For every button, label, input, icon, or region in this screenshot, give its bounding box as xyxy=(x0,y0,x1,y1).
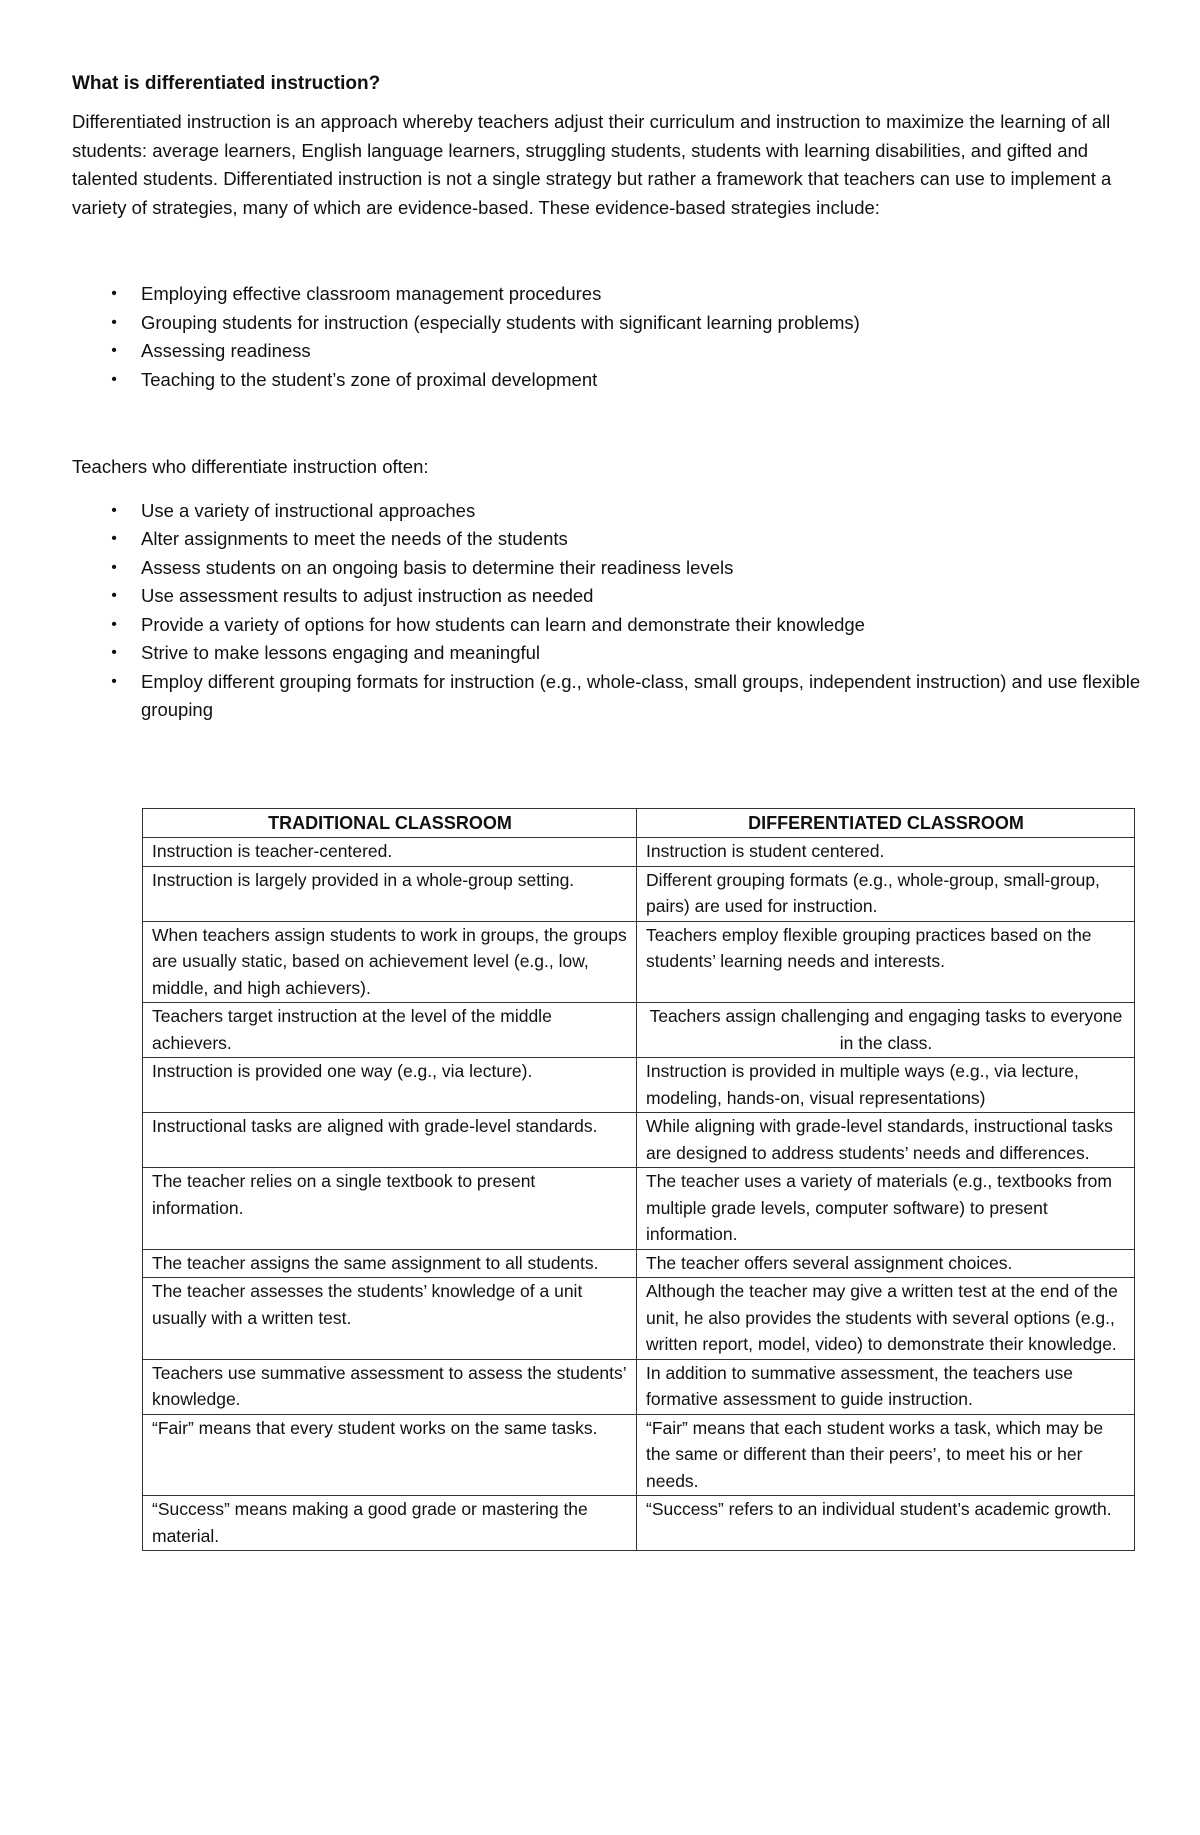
bullet-icon: • xyxy=(111,558,117,576)
bullet-icon: • xyxy=(111,370,117,388)
table-cell: Teachers target instruction at the level of the middle achievers. xyxy=(143,1003,637,1058)
table-cell: While aligning with grade-level standards, instructional tasks are designed to address students’ needs and differences. xyxy=(637,1113,1135,1168)
table-cell: Instruction is provided one way (e.g., via lecture). xyxy=(143,1058,637,1113)
table-cell: Instruction is student centered. xyxy=(637,838,1135,867)
bullet-icon: • xyxy=(111,501,117,519)
teachers-lead-paragraph: Teachers who differentiate instruction often: xyxy=(72,456,429,477)
bullet-icon: • xyxy=(111,587,117,604)
list-item: • Employ different grouping formats for instruction (e.g., whole-class, small groups, independent instruction) and use flexible grouping xyxy=(72,668,1141,725)
table-cell: Teachers assign challenging and engaging tasks to everyone in the class. xyxy=(637,1003,1135,1058)
table-cell: Although the teacher may give a written test at the end of the unit, he also provides the students with several options (e.g., written report, model, video) to demonstrate their knowledge. xyxy=(637,1278,1135,1360)
comparison-table xyxy=(142,808,1135,1551)
table-row xyxy=(143,1168,1135,1250)
table-cell: Teachers employ flexible grouping practices based on the students’ learning needs and interests. xyxy=(637,921,1135,1003)
list-item: • Assess students on an ongoing basis to determine their readiness levels xyxy=(72,554,1141,583)
bullet-icon: • xyxy=(111,313,117,331)
list-item: • Use assessment results to adjust instruction as needed xyxy=(72,582,1141,611)
table-cell: Teachers use summative assessment to assess the students’ knowledge. xyxy=(143,1359,637,1414)
table-cell: “Success” refers to an individual student’s academic growth. xyxy=(637,1496,1135,1551)
list-item: • Grouping students for instruction (especially students with significant learning problems) xyxy=(72,309,1141,338)
table-cell: Instruction is largely provided in a whole-group setting. xyxy=(143,866,637,921)
list-item: • Alter assignments to meet the needs of the students xyxy=(72,525,1141,554)
table-row xyxy=(143,921,1135,1003)
table-row xyxy=(143,1359,1135,1414)
list-item: • Strive to make lessons engaging and meaningful xyxy=(72,639,1141,668)
column-header-differentiated: DIFFERENTIATED CLASSROOM xyxy=(637,809,1135,838)
table-row xyxy=(143,1496,1135,1551)
bullet-icon: • xyxy=(111,615,117,633)
table-cell: The teacher assigns the same assignment to all students. xyxy=(143,1249,637,1278)
table-cell: Instruction is provided in multiple ways (e.g., via lecture, modeling, hands-on, visual representations) xyxy=(637,1058,1135,1113)
table-cell: “Fair” means that each student works a task, which may be the same or different than their peers’, to meet his or her needs. xyxy=(637,1414,1135,1496)
bullet-icon: • xyxy=(111,530,117,547)
document-body xyxy=(72,70,1141,725)
table-cell: Different grouping formats (e.g., whole-group, small-group, pairs) are used for instruction. xyxy=(637,866,1135,921)
table-row xyxy=(143,1249,1135,1278)
strategies-list xyxy=(72,280,1132,394)
table-cell: The teacher uses a variety of materials (e.g., textbooks from multiple grade levels, computer software) to present information. xyxy=(637,1168,1135,1250)
table-row xyxy=(143,1058,1135,1113)
list-item: • Assessing readiness xyxy=(72,337,1141,366)
table-cell: The teacher relies on a single textbook to present information. xyxy=(143,1168,637,1250)
table-cell: “Fair” means that every student works on the same tasks. xyxy=(143,1414,637,1496)
table-cell: When teachers assign students to work in groups, the groups are usually static, based on achievement level (e.g., low, middle, and high achievers). xyxy=(143,921,637,1003)
table-row xyxy=(143,1278,1135,1360)
table-cell: The teacher offers several assignment choices. xyxy=(637,1249,1135,1278)
intro-paragraph: Differentiated instruction is an approach whereby teachers adjust their curriculum and instruction to maximize the learning of all students: average learners, English language learners, struggling students, students with learning disabilities, and gifted and talented students. Differentiated instruction is not a single strategy but rather a framework that teachers can use to implement a variety of strategies, many of which are evidence-based. These evidence-based strategies include: xyxy=(72,111,1112,218)
list-item: • Use a variety of instructional approaches xyxy=(72,497,1141,526)
table-row xyxy=(143,1003,1135,1058)
bullet-icon: • xyxy=(111,342,117,359)
table-cell: The teacher assesses the students’ knowledge of a unit usually with a written test. xyxy=(143,1278,637,1360)
bullet-icon: • xyxy=(111,644,117,661)
table-header-row xyxy=(143,809,1135,838)
table-row xyxy=(143,1414,1135,1496)
table-row xyxy=(143,1113,1135,1168)
column-header-traditional: TRADITIONAL CLASSROOM xyxy=(143,809,637,838)
table-row xyxy=(143,866,1135,921)
table-cell: Instructional tasks are aligned with grade-level standards. xyxy=(143,1113,637,1168)
teacher-practices-list xyxy=(72,497,1141,725)
table-cell: “Success” means making a good grade or mastering the material. xyxy=(143,1496,637,1551)
list-item: • Teaching to the student’s zone of proximal development xyxy=(72,366,1141,395)
bullet-icon: • xyxy=(111,285,117,302)
table-cell: Instruction is teacher-centered. xyxy=(143,838,637,867)
table-row xyxy=(143,838,1135,867)
bullet-icon: • xyxy=(111,672,117,690)
list-item: • Provide a variety of options for how students can learn and demonstrate their knowledge xyxy=(72,611,1141,640)
list-item: • Employing effective classroom management procedures xyxy=(72,280,1141,309)
table-cell: In addition to summative assessment, the teachers use formative assessment to guide instruction. xyxy=(637,1359,1135,1414)
page-title: What is differentiated instruction? xyxy=(72,73,381,94)
